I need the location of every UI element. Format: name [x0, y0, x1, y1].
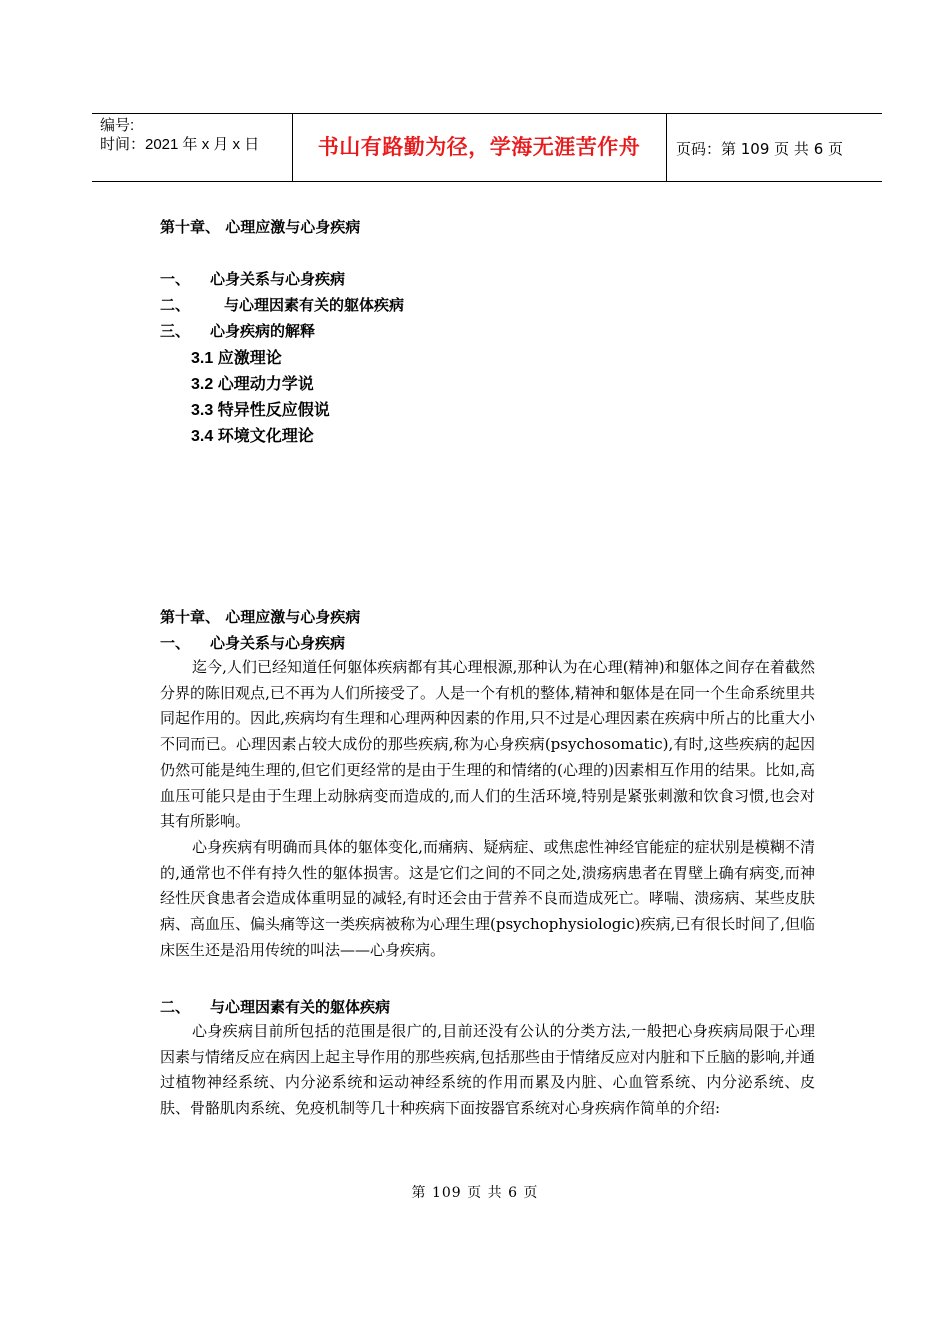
section-title: 心身关系与心身疾病	[210, 634, 346, 652]
toc-subitem: 3.1 应激理论	[191, 350, 282, 367]
section-body	[160, 1019, 815, 1122]
toc-subitem: 3.4 环境文化理论	[191, 428, 314, 445]
page-footer: 第 109 页 共 6 页	[411, 1185, 539, 1201]
header-top-rule	[92, 113, 882, 114]
header-left-cell	[100, 116, 259, 154]
header-motto: 书山有路勤为径，学海无涯苦作舟	[317, 135, 641, 159]
toc-chapter-title: 第十章、 心理应激与心身疾病	[160, 218, 361, 236]
toc-item-number: 二、	[160, 296, 191, 314]
section-body	[160, 655, 815, 963]
header-divider	[666, 113, 667, 181]
toc-item	[160, 320, 315, 341]
section-heading	[160, 996, 390, 1017]
section-title: 与心理因素有关的躯体疾病	[210, 998, 391, 1016]
paragraph: 心身疾病目前所包括的范围是很广的,目前还没有公认的分类方法,一般把心身疾病局限于心理因素与情绪反应在病因上起主导作用的那些疾病,包括那些由于情绪反应对内脏和下丘脑的影响,并通过植物神经系统、内分泌系统和运动神经系统的作用而累及内脏、心血管系统、内分泌系统、皮肤、骨骼肌肉系统、免疫机制等几十种疾病下面按器官系统对心身疾病作简单的介绍:	[160, 1022, 815, 1118]
toc-item	[160, 294, 404, 315]
chapter-title: 第十章、 心理应激与心身疾病	[160, 608, 361, 626]
toc-item-text: 心身疾病的解释	[210, 322, 316, 340]
serial-label: 编号:	[100, 117, 135, 134]
time-label: 时间：2021 年 x 月 x 日	[100, 136, 260, 153]
toc-item	[160, 268, 345, 289]
toc-item-number: 三、	[160, 322, 191, 340]
toc-subitem: 3.3 特异性反应假说	[191, 402, 330, 419]
section-number: 一、	[160, 634, 191, 652]
header-bottom-rule	[92, 181, 882, 182]
toc-subitem: 3.2 心理动力学说	[191, 376, 314, 393]
paragraph: 心身疾病有明确而具体的躯体变化,而痛病、疑病症、或焦虑性神经官能症的症状别是模糊不清的,通常也不伴有持久性的躯体损害。这是它们之间的不同之处,溃疡病患者在胃壁上确有病变,而神经性厌食患者会造成体重明显的减轻,有时还会由于营养不良而造成死亡。哮喘、溃疡病、某些皮肤病、高血压、偏头痛等这一类疾病被称为心理生理(psychophysiologic)疾病,已有很长时间了,但临床医生还是沿用传统的叫法——心身疾病。	[160, 837, 816, 959]
toc-item-text: 心身关系与心身疾病	[210, 270, 346, 288]
toc-item-number: 一、	[160, 270, 191, 288]
header-page-label: 页码：第 109 页 共 6 页	[676, 140, 844, 158]
paragraph: 迄今,人们已经知道任何躯体疾病都有其心理根源,那种认为在心理(精神)和躯体之间存在着截然分界的陈旧观点,已不再为人们所接受了。人是一个有机的整体,精神和躯体是在同一个生命系统里共同起作用的。因此,疾病均有生理和心理两种因素的作用,只不过是心理因素在疾病中所占的比重大小不同而已。心理因素占较大成份的那些疾病,称为心身疾病(psychosomatic),有时,这些疾病的起因仍然可能是纯生理的,但它们更经常的是由于生理的和情绪的(心理的)因素相互作用的结果。比如,高血压可能只是由于生理上动脉病变而造成的,而人们的生活环境,特别是紧张刺激和饮食习惯,也会对其有所影响。	[160, 658, 815, 831]
section-heading	[160, 632, 345, 653]
section-number: 二、	[160, 998, 191, 1016]
toc-item-text: 与心理因素有关的躯体疾病	[224, 296, 405, 314]
